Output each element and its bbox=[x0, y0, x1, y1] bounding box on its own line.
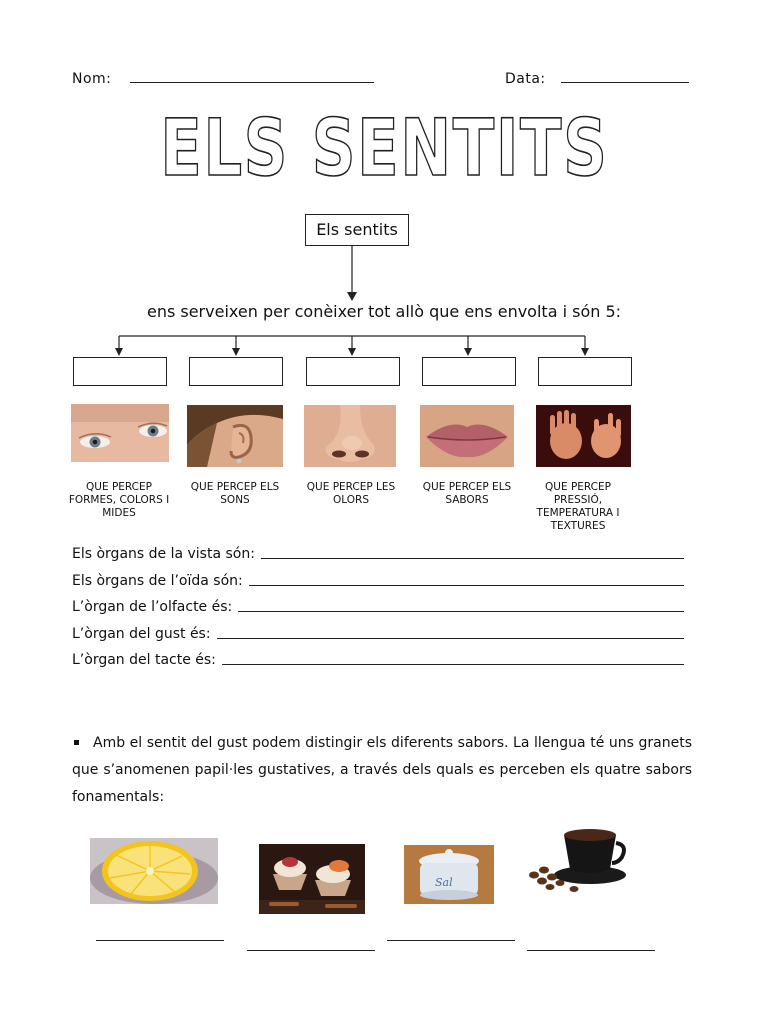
caption-sight: QUE PERCEP FORMES, COLORS I MIDES bbox=[68, 481, 170, 519]
answer-line[interactable] bbox=[238, 611, 684, 612]
taste-paragraph bbox=[72, 730, 692, 811]
diagram-sentence: ens serveixen per conèixer tot allò que ens envolta i són 5: bbox=[146, 302, 622, 321]
question-taste bbox=[72, 626, 684, 642]
answer-line[interactable] bbox=[261, 558, 684, 559]
sense-answer-box-2[interactable] bbox=[189, 357, 283, 386]
taste-answer-line-4[interactable] bbox=[527, 950, 655, 951]
date-label: Data: bbox=[505, 71, 546, 87]
taste-answer-line-2[interactable] bbox=[247, 950, 375, 951]
eyes-image bbox=[71, 404, 169, 462]
caption-hearing: QUE PERCEP ELS SONS bbox=[190, 481, 280, 506]
taste-answer-line-1[interactable] bbox=[96, 940, 224, 941]
question-hearing bbox=[72, 573, 684, 589]
question-label: Els òrgans de l’oïda són: bbox=[72, 573, 243, 589]
answer-line[interactable] bbox=[217, 638, 684, 639]
mouth-image bbox=[420, 405, 514, 467]
ear-image bbox=[187, 405, 283, 467]
paragraph-text: Amb el sentit del gust podem distingir els diferents sabors. La llengua té uns granets que s’anomenen papil·les gustatives, a través dels quals es perceben els quatre sabors fonamentals: bbox=[72, 735, 692, 805]
diagram-connectors bbox=[0, 0, 768, 400]
sense-answer-box-5[interactable] bbox=[538, 357, 632, 386]
question-touch bbox=[72, 652, 684, 668]
question-sight bbox=[72, 546, 684, 562]
question-smell bbox=[72, 599, 684, 615]
caption-touch: QUE PERCEP PRESSIÓ, TEMPERATURA I TEXTURES bbox=[536, 481, 620, 532]
caption-taste: QUE PERCEP ELS SABORS bbox=[422, 481, 512, 506]
question-label: Els òrgans de la vista són: bbox=[72, 546, 255, 562]
nose-image bbox=[304, 405, 396, 467]
answer-line[interactable] bbox=[222, 664, 684, 665]
lemon-image bbox=[90, 838, 218, 904]
page-title: ELS SENTITS bbox=[159, 104, 609, 194]
sense-answer-box-3[interactable] bbox=[306, 357, 400, 386]
sense-answer-box-4[interactable] bbox=[422, 357, 516, 386]
question-label: L’òrgan de l’olfacte és: bbox=[72, 599, 233, 615]
name-label: Nom: bbox=[72, 71, 112, 87]
coffee-cup-image bbox=[524, 823, 628, 897]
question-label: L’òrgan del gust és: bbox=[72, 626, 211, 642]
sense-answer-box-1[interactable] bbox=[73, 357, 167, 386]
ice-cream-image bbox=[259, 844, 365, 914]
diagram-root-box: Els sentits bbox=[305, 214, 409, 246]
caption-smell: QUE PERCEP LES OLORS bbox=[306, 481, 396, 506]
bullet-icon bbox=[74, 740, 79, 745]
question-label: L’òrgan del tacte és: bbox=[72, 652, 216, 668]
hands-image bbox=[536, 405, 631, 467]
taste-answer-line-3[interactable] bbox=[387, 940, 515, 941]
answer-line[interactable] bbox=[249, 585, 684, 586]
salt-label: Sal bbox=[435, 876, 453, 889]
salt-pot-image bbox=[404, 845, 494, 904]
